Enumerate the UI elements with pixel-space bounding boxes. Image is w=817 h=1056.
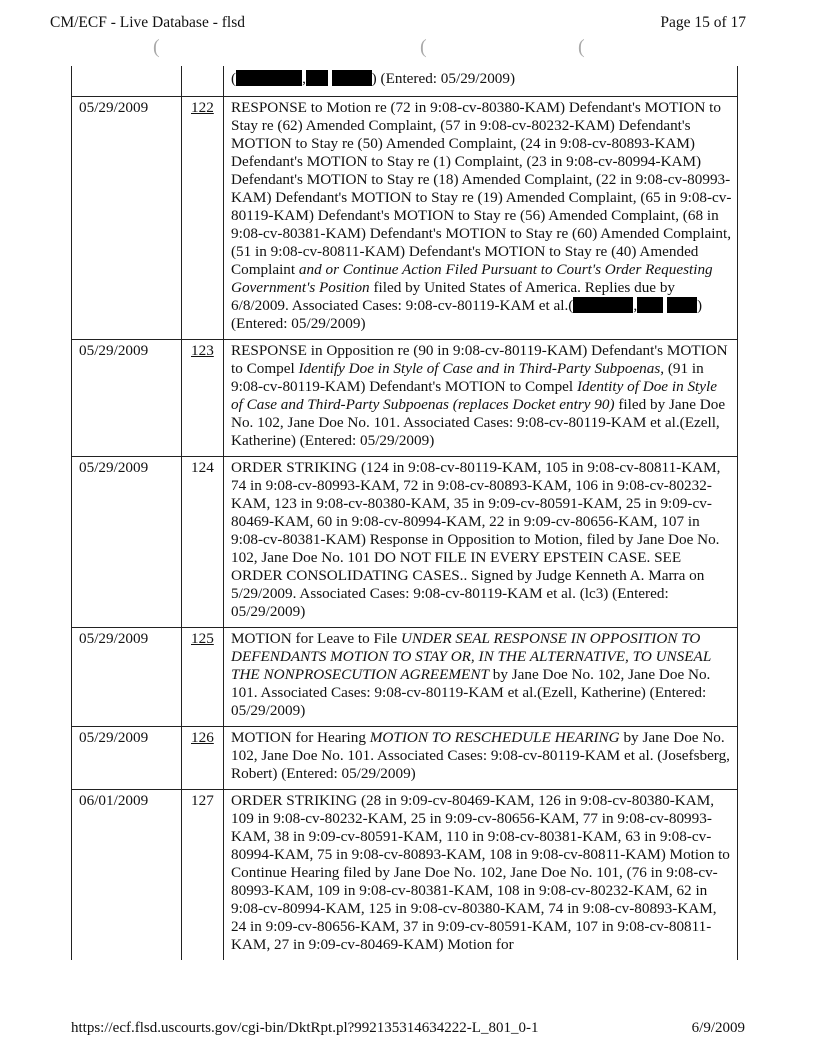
- entry-date: 05/29/2009: [72, 457, 182, 628]
- page-number: Page 15 of 17: [660, 14, 746, 31]
- entry-text-segment: , (91 in 9:08-cv-80119-KAM) Defendant's MOTION to Compel: [231, 360, 704, 395]
- entry-text: [224, 340, 738, 457]
- entry-number-link[interactable]: 122: [191, 99, 214, 116]
- redaction-block: [306, 70, 328, 86]
- docket-entry-row: [72, 790, 738, 961]
- entry-number-cell: [182, 457, 224, 628]
- entry-text-segment: MOTION for Leave to File: [231, 630, 401, 647]
- entry-date: 05/29/2009: [72, 727, 182, 790]
- entry-text-segment: ) (Entered: 05/29/2009): [371, 70, 516, 87]
- entry-number-cell: [182, 790, 224, 961]
- entry-number-cell: [182, 97, 224, 340]
- docket-entry-row: [72, 457, 738, 628]
- entry-text-segment: (: [231, 70, 237, 87]
- entry-number-cell: [182, 628, 224, 727]
- entry-number-cell: [182, 66, 224, 97]
- italic-text: MOTION TO RESCHEDULE HEARING: [369, 729, 620, 746]
- entry-text: [224, 66, 738, 97]
- italic-text: UNDER SEAL RESPONSE IN OPPOSITION TO DEFENDANTS MOTION TO STAY OR, IN THE ALTERNATIVE, TO UNSEAL THE NONPROSECUTION AGREEMENT: [231, 630, 711, 683]
- entry-text: [224, 628, 738, 727]
- entry-number: 127: [191, 792, 214, 809]
- entry-text-segment: RESPONSE to Motion re (72 in 9:08-cv-80380-KAM) Defendant's MOTION to Stay re (62) Amended Complaint, (57 in 9:08-cv-80232-KAM) Defendant's MOTION to Stay re (50) Amended Complaint, (24 in 9:08-cv-80893-KAM) Defendant's MOTION to Stay re (1) Complaint, (23 in 9:08-cv-80994-KAM) Defendant's MOTION to Stay re (18) Amended Complaint, (22 in 9:08-cv-80993-KAM) Defendant's MOTION to Stay re (19) Amended Complaint, (65 in 9:08-cv-80119-KAM) Defendant's MOTION to Stay re (56) Amended Complaint, (68 in 9:08-cv-80381-KAM) Defendant's MOTION to Stay re (60) Amended Complaint, (51 in 9:08-cv-80811-KAM) Defendant's MOTION to Stay re (40) Amended Complaint: [231, 99, 732, 278]
- entry-text-segment: ORDER STRIKING (124 in 9:08-cv-80119-KAM, 105 in 9:08-cv-80811-KAM, 74 in 9:08-cv-80993-KAM, 72 in 9:08-cv-80893-KAM, 106 in 9:08-cv-80232-KAM, 123 in 9:08-cv-80380-KAM, 35 in 9:09-cv-80591-KAM, 25 in 9:09-cv-80469-KAM, 60 in 9:08-cv-80994-KAM, 22 in 9:09-cv-80656-KAM, 107 in 9:08-cv-80381-KAM) Response in Opposition to Motion, filed by Jane Doe No. 102, Jane Doe No. 101 DO NOT FILE IN EVERY EPSTEIN CASE. SEE ORDER CONSOLIDATING CASES.. Signed by Judge Kenneth A. Marra on 5/29/2009. Associated Cases: 9:08-cv-80119-KAM et al. (lc3) (Entered: 05/29/2009): [231, 459, 721, 620]
- entry-text-segment: RESPONSE in Opposition re (90 in 9:08-cv-80119-KAM) Defendant's MOTION to Compel: [231, 342, 728, 377]
- redaction-block: [667, 297, 697, 313]
- entry-text: [224, 727, 738, 790]
- redaction-block: [637, 297, 663, 313]
- italic-text: and or Continue Action Filed Pursuant to Court's Order Requesting Government's Position: [231, 261, 713, 296]
- entry-date: 05/29/2009: [72, 628, 182, 727]
- footer-url: https://ecf.flsd.uscourts.gov/cgi-bin/DktRpt.pl?992135314634222-L_801_0-1: [71, 1020, 539, 1036]
- scan-artifact-mark: (: [153, 36, 160, 58]
- entry-number-cell: [182, 727, 224, 790]
- entry-text-segment: ,: [633, 297, 638, 314]
- entry-number-link[interactable]: 126: [191, 729, 214, 746]
- docket-entry-row: [72, 340, 738, 457]
- italic-text: Identity of Doe in Style of Case and Third-Party Subpoenas (replaces Docket entry 90): [231, 378, 717, 413]
- italic-text: Identify Doe in Style of Case and in Third-Party Subpoenas: [298, 360, 661, 377]
- entry-text-segment: ) (Entered: 05/29/2009): [231, 297, 703, 332]
- entry-text: [224, 457, 738, 628]
- redaction-block: [573, 297, 633, 313]
- entry-date: 06/01/2009: [72, 790, 182, 961]
- docket-entry-row: [72, 66, 738, 97]
- entry-date: 05/29/2009: [72, 340, 182, 457]
- entry-text-segment: ORDER STRIKING (28 in 9:09-cv-80469-KAM, 126 in 9:08-cv-80380-KAM, 109 in 9:08-cv-80232-KAM, 25 in 9:09-cv-80656-KAM, 77 in 9:08-cv-80993-KAM, 38 in 9:09-cv-80591-KAM, 110 in 9:08-cv-80381-KAM, 63 in 9:08-cv-80994-KAM, 75 in 9:08-cv-80893-KAM, 108 in 9:08-cv-80811-KAM) Motion to Continue Hearing filed by Jane Doe No. 102, Jane Doe No. 101, (76 in 9:08-cv-80993-KAM, 109 in 9:08-cv-80381-KAM, 108 in 9:08-cv-80232-KAM, 62 in 9:08-cv-80994-KAM, 125 in 9:08-cv-80380-KAM, 74 in 9:08-cv-80893-KAM, 24 in 9:09-cv-80656-KAM, 37 in 9:09-cv-80591-KAM, 107 in 9:08-cv-80811-KAM, 27 in 9:09-cv-80469-KAM) Motion for: [231, 792, 730, 953]
- entry-number-cell: [182, 340, 224, 457]
- footer-date: 6/9/2009: [691, 1020, 745, 1036]
- docket-entry-row: [72, 727, 738, 790]
- redaction-block: [236, 70, 302, 86]
- entry-text-segment: filed by United States of America. Replies due by 6/8/2009. Associated Cases: 9:08-cv-80119-KAM et al.(: [231, 279, 676, 314]
- entry-date: 05/29/2009: [72, 97, 182, 340]
- entry-number-link[interactable]: 123: [191, 342, 214, 359]
- entry-number-link[interactable]: 125: [191, 630, 214, 647]
- scan-artifact-mark: (: [420, 36, 427, 58]
- entry-text: [224, 97, 738, 340]
- entry-number: 124: [191, 459, 214, 476]
- entry-text-segment: by Jane Doe No. 102, Jane Doe No. 101. Associated Cases: 9:08-cv-80119-KAM et al. (Josefsberg, Robert) (Entered: 05/29/2009): [231, 729, 730, 782]
- entry-text: [224, 790, 738, 961]
- entry-date: [72, 66, 182, 97]
- entry-text-segment: by Jane Doe No. 102, Jane Doe No. 101. Associated Cases: 9:08-cv-80119-KAM et al.(Ezell, Katherine) (Entered: 05/29/2009): [231, 666, 711, 719]
- docket-table: [71, 66, 738, 960]
- entry-text-segment: MOTION for Hearing: [231, 729, 370, 746]
- docket-entry-row: [72, 97, 738, 340]
- redaction-block: [332, 70, 372, 86]
- scan-artifact-mark: (: [578, 36, 585, 58]
- entry-text-segment: ,: [302, 70, 306, 87]
- docket-entry-row: [72, 628, 738, 727]
- header-title: CM/ECF - Live Database - flsd: [50, 14, 246, 31]
- entry-text-segment: filed by Jane Doe No. 102, Jane Doe No. 101. Associated Cases: 9:08-cv-80119-KAM et al.(Ezell, Katherine) (Entered: 05/29/2009): [231, 396, 726, 449]
